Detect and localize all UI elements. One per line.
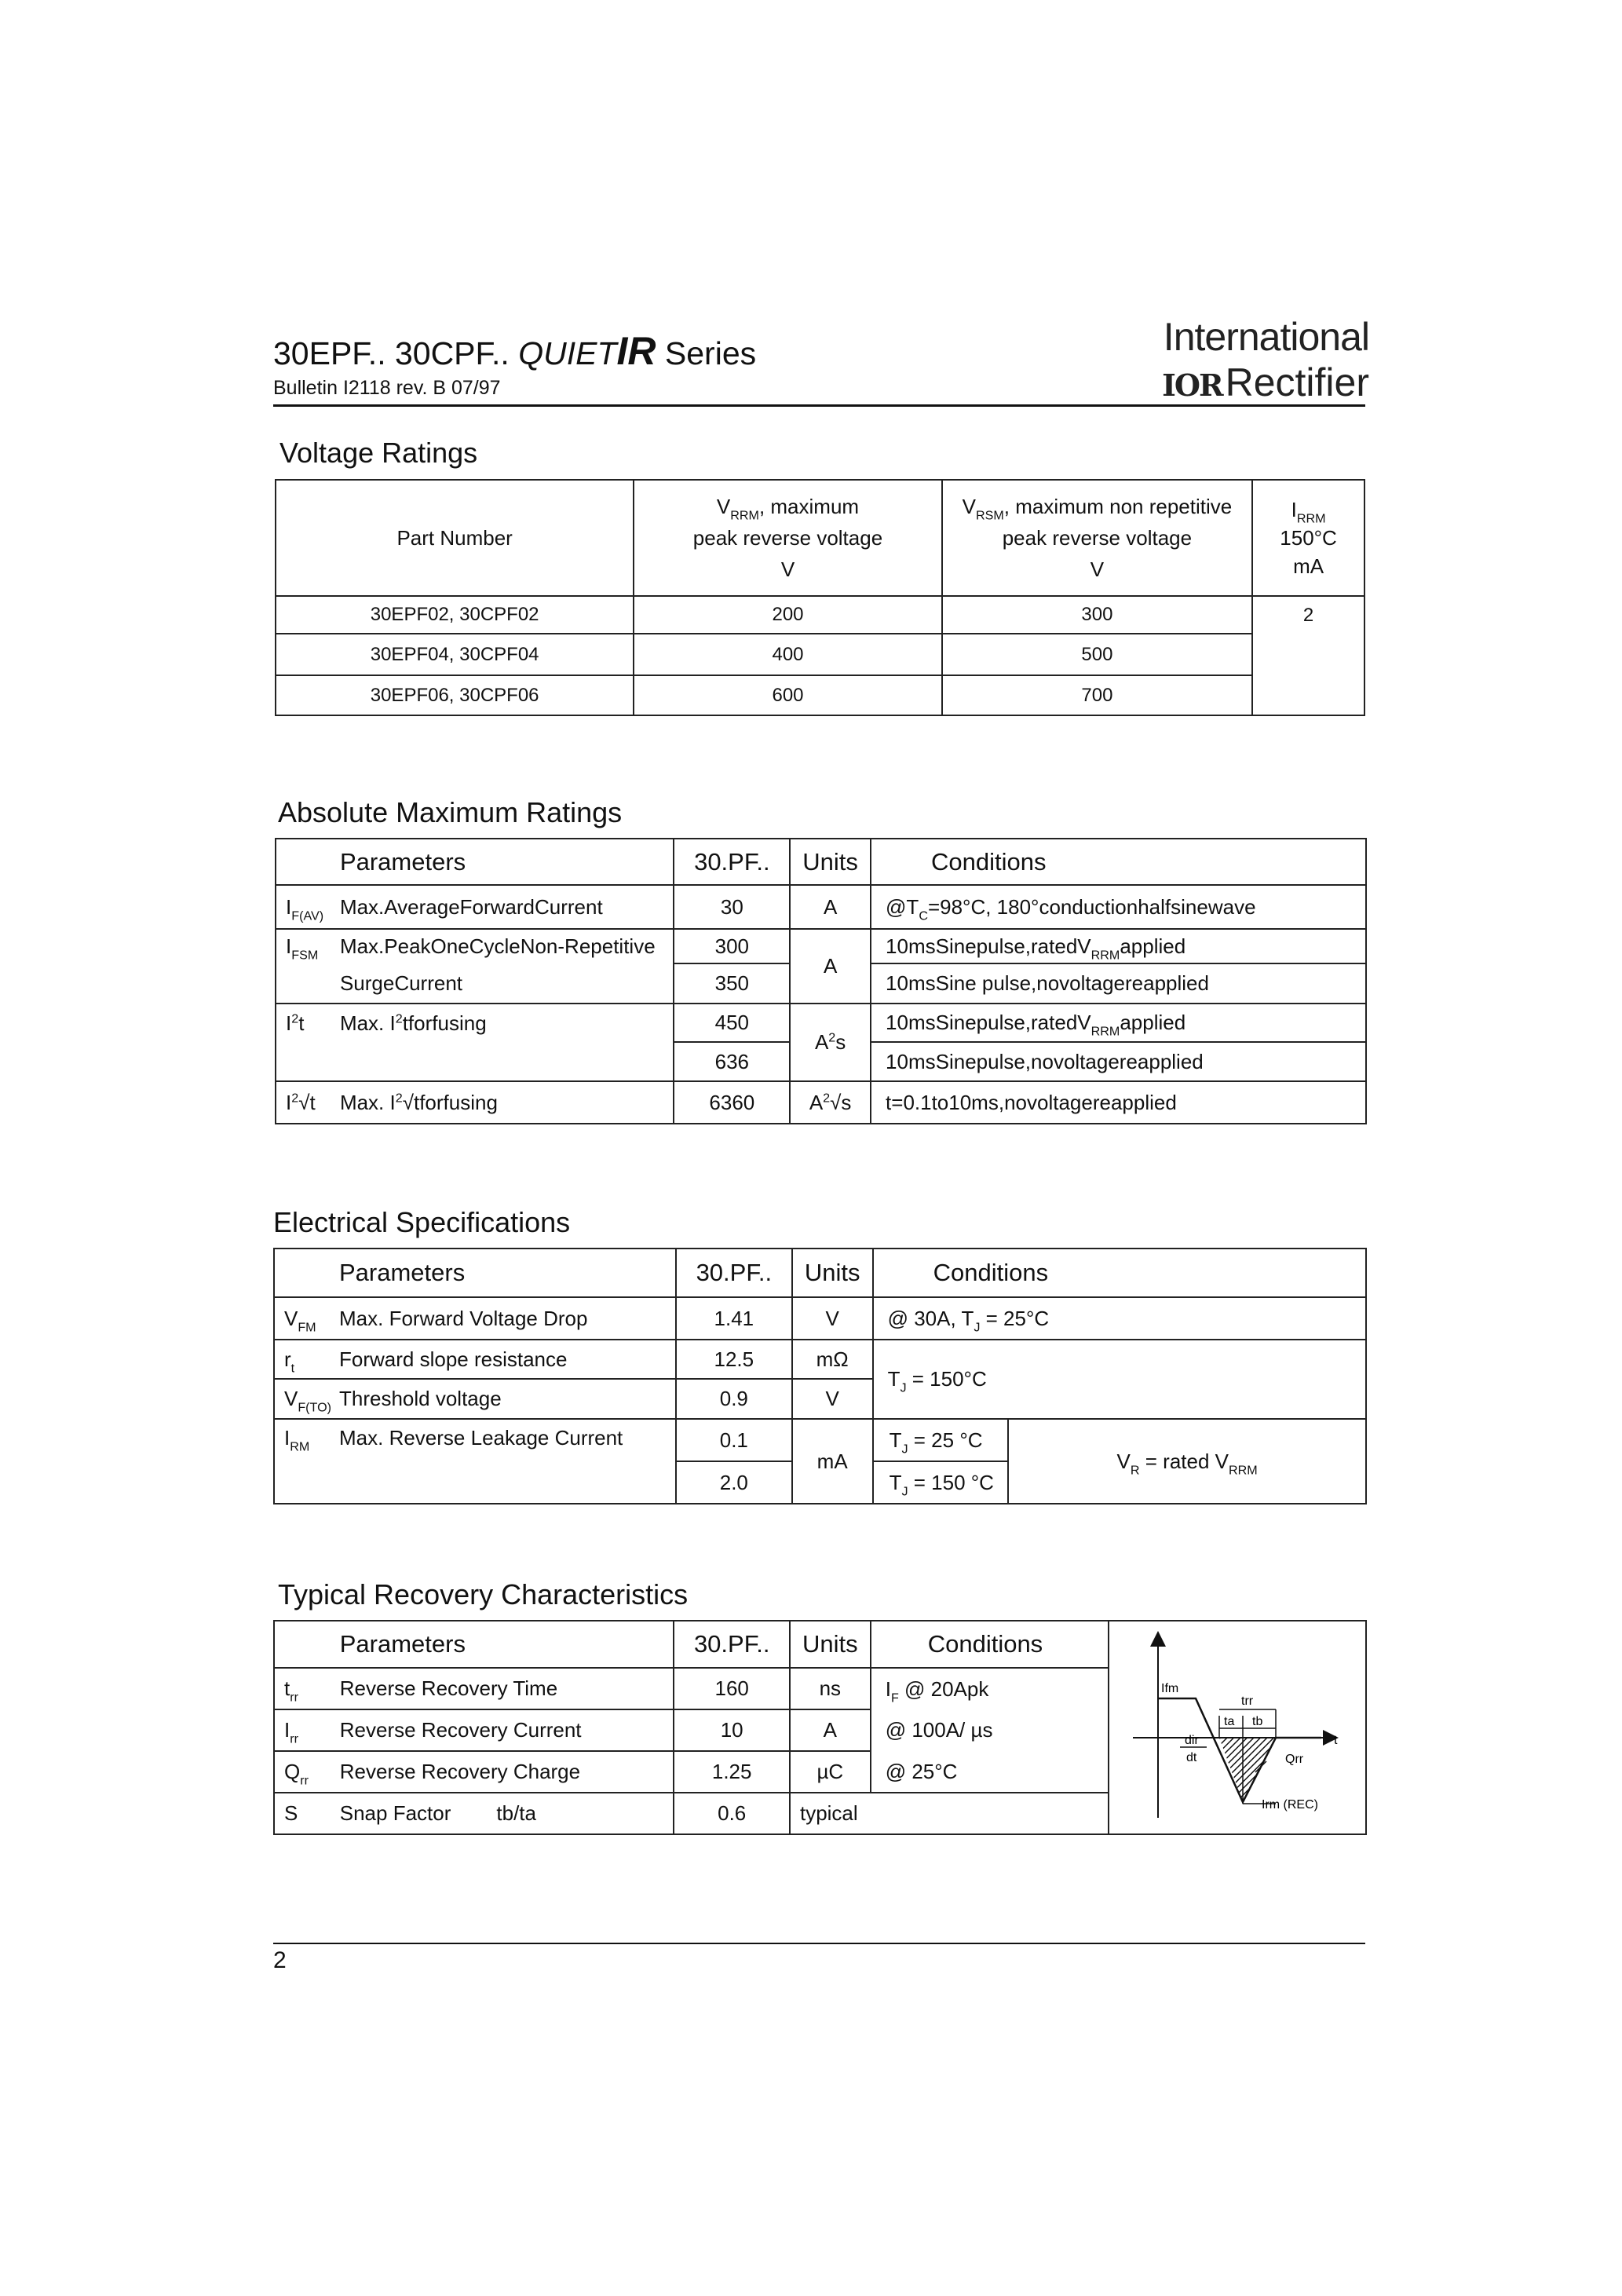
- vrrm-cell: 200: [634, 596, 941, 634]
- title-suffix: Series: [656, 335, 757, 371]
- parameter-cell: Snap Factor tb/ta: [331, 1793, 674, 1834]
- col-value: 30.PF..: [674, 1621, 790, 1668]
- col-parameters: Parameters: [331, 1249, 676, 1297]
- table-row: [276, 885, 1366, 929]
- condition-cell: $T_J = 25$ °C: [873, 1419, 1009, 1461]
- value-cell: 350: [674, 963, 790, 1004]
- symbol-cell: $r_t$: [274, 1340, 331, 1379]
- unit-cell: µC: [790, 1751, 871, 1793]
- parameter-cell: Reverse Recovery Current: [331, 1709, 674, 1751]
- col-parameters: Parameters: [332, 839, 674, 885]
- recovery-table: [273, 1620, 1367, 1835]
- table-row: [274, 1419, 1366, 1461]
- condition-cell: $@T_C=98^\circ C$, 180°conductionhalfsinewave: [871, 885, 1366, 929]
- diagram-label-trr: trr: [1240, 1695, 1254, 1708]
- condition-cell: $I_F$ @ 20Apk: [871, 1668, 1109, 1709]
- vrrm-cell: 600: [634, 675, 941, 715]
- col-value: 30.PF..: [674, 839, 790, 885]
- col-units: Units: [790, 1621, 871, 1668]
- voltage-ratings-table: [275, 479, 1365, 716]
- symbol-cell: $I_{rr}$: [274, 1709, 331, 1751]
- table-header-row: [274, 1621, 1366, 1668]
- logo-international: International: [1163, 315, 1369, 359]
- diagram-label-dt: dt: [1185, 1751, 1197, 1764]
- parameter-cell: Max. Reverse Leakage Current: [331, 1419, 676, 1461]
- vrsm-cell: 500: [942, 634, 1252, 675]
- logo-rectifier: [1162, 360, 1369, 405]
- condition-cell: t=0.1to10ms,novoltagereapplied: [871, 1081, 1366, 1124]
- recovery-waveform-diagram: [1109, 1621, 1366, 1834]
- parameter-cell: Max.PeakOneCycleNon-Repetitive: [332, 929, 674, 963]
- col-conditions: Conditions: [873, 1249, 1366, 1297]
- condition-cell: @ 25°C: [871, 1751, 1109, 1793]
- vrsm-cell: 700: [942, 675, 1252, 715]
- table-header-row: [276, 839, 1366, 885]
- condition-cell: typical: [790, 1793, 1109, 1834]
- condition-cell: @ 100A/ µs: [871, 1709, 1109, 1751]
- value-cell: 160: [674, 1668, 790, 1709]
- section-title-voltage: Voltage Ratings: [279, 437, 478, 469]
- value-cell: 12.5: [676, 1340, 792, 1379]
- condition-cell: 10msSinepulse,novoltagereapplied: [871, 1042, 1366, 1081]
- unit-cell: mA: [792, 1419, 873, 1504]
- title-ir: IR: [616, 329, 656, 373]
- condition-cell: $T_J = 150$ °C: [873, 1461, 1009, 1504]
- unit-cell: A: [790, 1709, 871, 1751]
- value-cell: 0.9: [676, 1379, 792, 1419]
- col-conditions: Conditions: [871, 1621, 1109, 1668]
- col-units: Units: [790, 839, 871, 885]
- title-prefix: 30EPF.. 30CPF..: [273, 335, 519, 371]
- value-cell: 6360: [674, 1081, 790, 1124]
- parameter-cell: SurgeCurrent: [332, 963, 674, 1004]
- condition-cell: $T_J = 150^\circ C$: [873, 1340, 1366, 1419]
- diagram-label-ta: ta: [1223, 1715, 1235, 1728]
- parameter-cell: Threshold voltage: [331, 1379, 676, 1419]
- document-title: [273, 328, 756, 374]
- page-number: 2: [273, 1947, 287, 1973]
- diagram-label-tb: tb: [1251, 1715, 1263, 1728]
- table-row: [276, 675, 1364, 715]
- vrsm-cell: 300: [942, 596, 1252, 634]
- electrical-spec-table: [273, 1248, 1367, 1504]
- col-value: 30.PF..: [676, 1249, 792, 1297]
- footer-rule: [273, 1943, 1365, 1944]
- symbol-cell: $I_{F(AV)}$: [276, 885, 332, 929]
- symbol-cell: $I_{RM}$: [274, 1419, 331, 1461]
- header-rule: [273, 404, 1365, 407]
- col-vrrm: $V_{RRM}$, maximum peak reverse voltage V: [634, 480, 941, 596]
- diagram-label-t: t: [1333, 1734, 1338, 1747]
- table-header-row: [276, 480, 1364, 596]
- value-cell: 450: [674, 1004, 790, 1042]
- table-row: [276, 596, 1364, 634]
- col-conditions: Conditions: [871, 839, 1366, 885]
- part-number-cell: 30EPF06, 30CPF06: [276, 675, 634, 715]
- parameter-cell: Forward slope resistance: [331, 1340, 676, 1379]
- parameter-cell: Reverse Recovery Time: [331, 1668, 674, 1709]
- value-cell: 1.41: [676, 1297, 792, 1340]
- section-title-electrical: Electrical Specifications: [273, 1206, 571, 1238]
- unit-cell: A: [790, 929, 871, 1004]
- condition-cell: $V_R$ = rated $V_{RRM}$: [1008, 1419, 1366, 1504]
- diagram-label-qrr: Qrr: [1284, 1753, 1304, 1766]
- table-row: [276, 1004, 1366, 1042]
- table-row: [276, 1081, 1366, 1124]
- unit-cell: $A^2s$: [790, 1004, 871, 1081]
- symbol-cell: $I^2t$: [276, 1004, 332, 1042]
- condition-cell: 10msSine pulse,novoltagereapplied: [871, 963, 1366, 1004]
- parameter-cell: Reverse Recovery Charge: [331, 1751, 674, 1793]
- col-part-number: Part Number: [276, 480, 634, 596]
- condition-cell: 10msSinepulse,ratedV$_{RRM}$applied: [871, 929, 1366, 963]
- symbol-cell: $I^2√t$: [276, 1081, 332, 1124]
- table-row: [274, 1297, 1366, 1340]
- table-row: [276, 929, 1366, 963]
- col-units: Units: [792, 1249, 873, 1297]
- symbol-cell: $V_{FM}$: [274, 1297, 331, 1340]
- irrm-cell: 2: [1252, 596, 1364, 715]
- condition-cell: 10msSinepulse,ratedV$_{RRM}$applied: [871, 1004, 1366, 1042]
- parameter-cell: Max. $I^2tforfusing$: [332, 1004, 674, 1042]
- symbol-cell: $Q_{rr}$: [274, 1751, 331, 1793]
- value-cell: 300: [674, 929, 790, 963]
- logo-rectifier-text: Rectifier: [1225, 360, 1369, 404]
- parameter-cell: Max. $I^2√tforfusing$: [332, 1081, 674, 1124]
- section-title-recovery: Typical Recovery Characteristics: [278, 1578, 689, 1610]
- col-parameters: Parameters: [331, 1621, 674, 1668]
- diagram-label-irm: Irm (REC): [1261, 1798, 1318, 1812]
- symbol-cell: $t_{rr}$: [274, 1668, 331, 1709]
- unit-cell: mΩ: [792, 1340, 873, 1379]
- symbol-cell: $V_{F(TO)}$: [274, 1379, 331, 1419]
- col-irrm: $I_{RRM}$ 150°C mA: [1252, 480, 1364, 596]
- vrrm-cell: 400: [634, 634, 941, 675]
- unit-cell: V: [792, 1379, 873, 1419]
- symbol-cell: $I_{FSM}$: [276, 929, 332, 963]
- unit-cell: A: [790, 885, 871, 929]
- value-cell: 30: [674, 885, 790, 929]
- unit-cell: V: [792, 1297, 873, 1340]
- value-cell: 636: [674, 1042, 790, 1081]
- section-title-absolute-max: Absolute Maximum Ratings: [278, 796, 623, 828]
- condition-cell: @ 30A, $T_J = 25^\circ C$: [873, 1297, 1366, 1340]
- value-cell: 0.1: [676, 1419, 792, 1461]
- title-quiet: QUIET: [518, 335, 617, 371]
- value-cell: 2.0: [676, 1461, 792, 1504]
- table-header-row: [274, 1249, 1366, 1297]
- recovery-waveform-icon: [1109, 1621, 1365, 1834]
- diagram-label-dir: dir: [1184, 1734, 1199, 1747]
- diagram-label-ifm: Ifm: [1160, 1682, 1179, 1695]
- value-cell: 10: [674, 1709, 790, 1751]
- part-number-cell: 30EPF04, 30CPF04: [276, 634, 634, 675]
- symbol-cell: S: [274, 1793, 331, 1834]
- parameter-cell: Max. Forward Voltage Drop: [331, 1297, 676, 1340]
- part-number-cell: 30EPF02, 30CPF02: [276, 596, 634, 634]
- absolute-max-table: [275, 838, 1367, 1124]
- parameter-cell: Max.AverageForwardCurrent: [332, 885, 674, 929]
- bulletin-line: Bulletin I2118 rev. B 07/97: [273, 377, 501, 399]
- table-row: [276, 634, 1364, 675]
- value-cell: 1.25: [674, 1751, 790, 1793]
- ior-logo-icon: IOR: [1162, 367, 1222, 403]
- table-row: [274, 1340, 1366, 1379]
- value-cell: 0.6: [674, 1793, 790, 1834]
- unit-cell: $A^2√s$: [790, 1081, 871, 1124]
- unit-cell: ns: [790, 1668, 871, 1709]
- col-vrsm: $V_{RSM}$, maximum non repetitive peak reverse voltage V: [942, 480, 1252, 596]
